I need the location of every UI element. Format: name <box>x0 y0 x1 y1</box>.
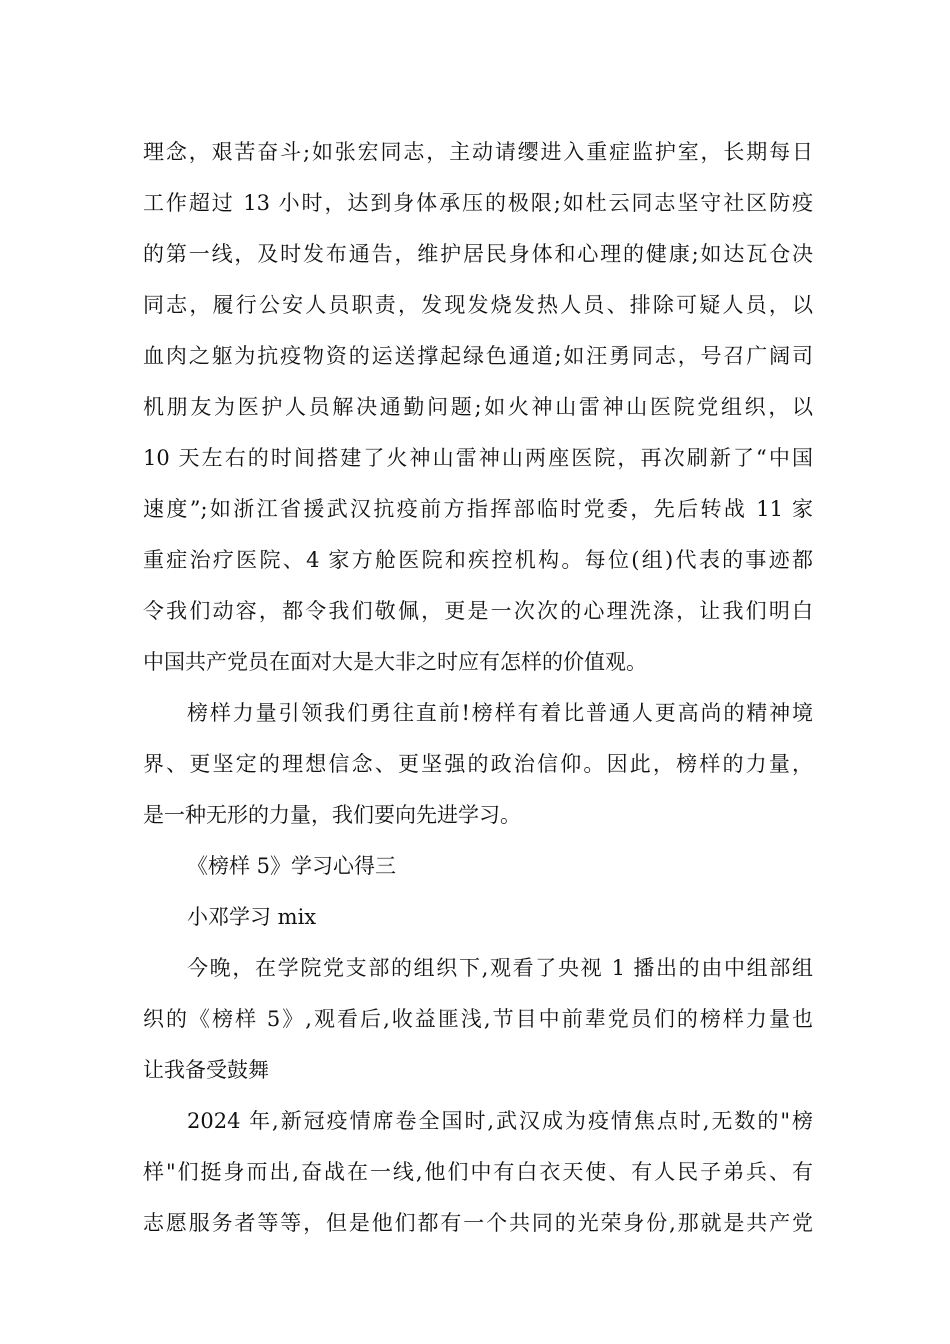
document-body <box>143 127 813 1249</box>
paragraph-line: 机朋友为医护人员解决通勤问题;如火神山雷神山医院党组织，以 <box>143 395 813 419</box>
paragraph-line: 界、更坚定的理想信念、更坚强的政治信仰。因此，榜样的力量， <box>143 752 813 776</box>
paragraph-line: 让我备受鼓舞 <box>143 1058 269 1082</box>
paragraph-line: 今晚，在学院党支部的组织下,观看了央视 1 播出的由中组部组 <box>187 956 813 980</box>
paragraph-line: 同志，履行公安人员职责，发现发烧发热人员、排除可疑人员，以 <box>143 293 813 317</box>
paragraph-line: 10 天左右的时间搭建了火神山雷神山两座医院，再次刷新了“中国 <box>143 446 813 470</box>
paragraph-4 <box>143 1096 813 1249</box>
author-line: 小邓学习 mix <box>187 905 317 929</box>
paragraph-line: 志愿服务者等等，但是他们都有一个共同的光荣身份,那就是共产党 <box>143 1211 813 1235</box>
section-title: 《榜样 5》学习心得三 <box>187 854 397 878</box>
paragraph-line: 2024 年,新冠疫情席卷全国时,武汉成为疫情焦点时,无数的"榜 <box>187 1109 813 1133</box>
paragraph-line: 血肉之躯为抗疫物资的运送撑起绿色通道;如汪勇同志，号召广阔司 <box>143 344 813 368</box>
paragraph-line: 工作超过 13 小时，达到身体承压的极限;如杜云同志坚守社区防疫 <box>143 191 813 215</box>
paragraph-2 <box>143 688 813 841</box>
paragraph-1 <box>143 127 813 688</box>
paragraph-line: 速度”;如浙江省援武汉抗疫前方指挥部临时党委，先后转战 11 家 <box>143 497 813 521</box>
paragraph-line: 织的《榜样 5》,观看后,收益匪浅,节目中前辈党员们的榜样力量也 <box>143 1007 813 1031</box>
paragraph-line: 中国共产党员在面对大是大非之时应有怎样的价值观。 <box>143 650 647 674</box>
paragraph-line: 榜样力量引领我们勇往直前!榜样有着比普通人更高尚的精神境 <box>187 701 813 725</box>
paragraph-line: 样"们挺身而出,奋战在一线,他们中有白衣天使、有人民子弟兵、有 <box>143 1160 813 1184</box>
paragraph-line: 重症治疗医院、4 家方舱医院和疾控机构。每位(组)代表的事迹都 <box>143 548 813 572</box>
paragraph-line: 理念，艰苦奋斗;如张宏同志，主动请缨进入重症监护室，长期每日 <box>143 140 813 164</box>
paragraph-3 <box>143 943 813 1096</box>
paragraph-line: 是一种无形的力量，我们要向先进学习。 <box>143 803 521 827</box>
paragraph-line: 的第一线，及时发布通告，维护居民身体和心理的健康;如达瓦仓决 <box>143 242 813 266</box>
paragraph-line: 令我们动容，都令我们敬佩，更是一次次的心理洗涤，让我们明白 <box>143 599 813 623</box>
